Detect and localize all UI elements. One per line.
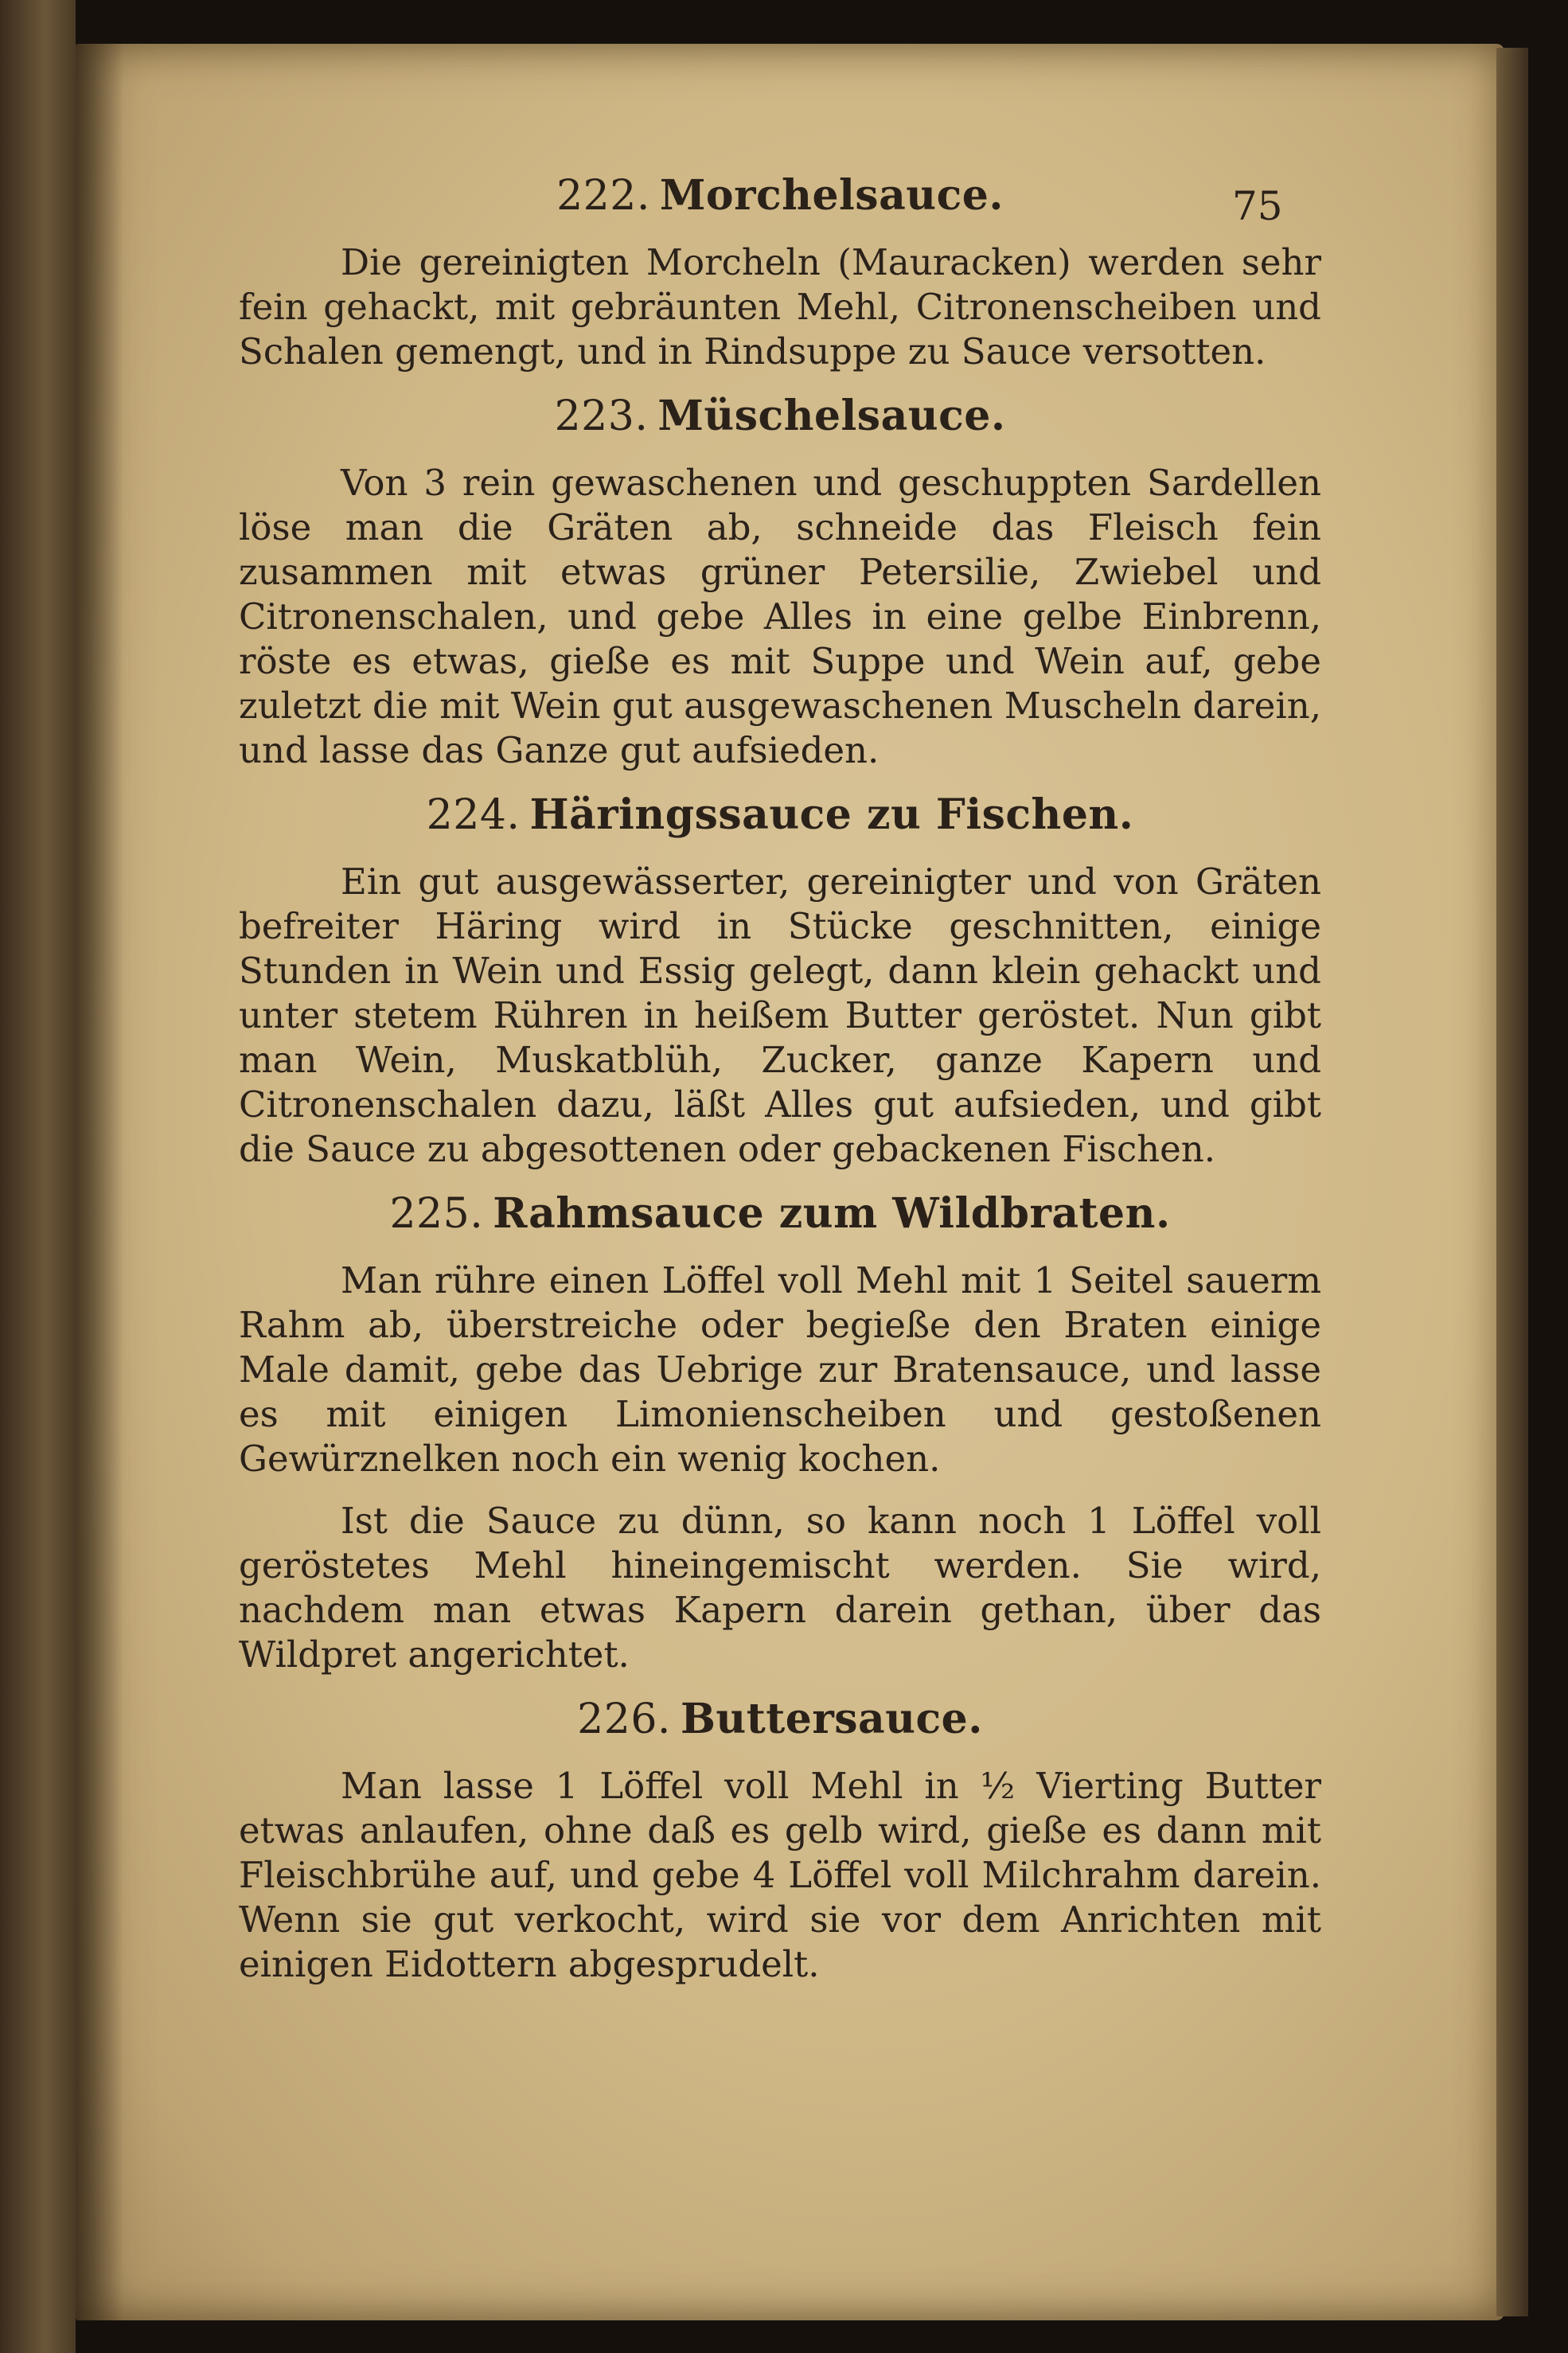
recipe-title xyxy=(239,171,1321,220)
page-content xyxy=(239,171,1321,2004)
recipe-name: Rahmsauce zum Wildbraten. xyxy=(493,1189,1171,1238)
recipe-222 xyxy=(239,171,1321,374)
recipe-paragraph: Man rühre einen Löffel voll Mehl mit 1 Seitel sauerm Rahm ab, überstreiche oder begieße den Braten einige Male damit, gebe das Uebrige zur Bratensauce, und lasse es mit einigen Limonienscheiben und gestoßenen Gewürznelken noch ein wenig kochen. xyxy=(239,1259,1321,1480)
recipe-224 xyxy=(239,790,1321,1172)
recipe-226 xyxy=(239,1695,1321,1987)
recipe-paragraph: Ein gut ausgewässerter, gereinigter und von Gräten befreiter Häring wird in Stücke geschnitten, einige Stunden in Wein und Essig gelegt, dann klein gehackt und unter stetem Rühren in heißem Butter geröstet. Nun gibt man Wein, Muskatblüh, Zucker, ganze Kapern und Citronenschalen dazu, läßt Alles gut aufsieden, und gibt die Sauce zu abgesottenen oder gebackenen Fischen. xyxy=(239,860,1321,1170)
recipe-name: Morchelsauce. xyxy=(659,171,1004,220)
recipe-number: 224. xyxy=(426,791,521,839)
recipe-title xyxy=(239,392,1321,440)
recipe-223 xyxy=(239,392,1321,773)
recipe-title xyxy=(239,1189,1321,1238)
recipe-paragraph: Ist die Sauce zu dünn, so kann noch 1 Löffel voll geröstetes Mehl hineingemischt werden. Sie wird, nachdem man etwas Kapern darein gethan, über das Wildpret angerichtet. xyxy=(239,1500,1321,1676)
page-number: 75 xyxy=(1232,183,1283,229)
recipe-number: 222. xyxy=(556,172,650,220)
recipe-number: 226. xyxy=(577,1695,671,1743)
recipe-title xyxy=(239,1695,1321,1743)
recipe-number: 223. xyxy=(554,392,649,440)
recipe-name: Häringssauce zu Fischen. xyxy=(529,790,1134,839)
recipe-paragraph: Von 3 rein gewaschenen und geschuppten Sardellen löse man die Gräten ab, schneide das Fleisch fein zusammen mit etwas grüner Petersilie, Zwiebel und Citronenschalen, und gebe Alles in eine gelbe Einbrenn, röste es etwas, gieße es mit Suppe und Wein auf, gebe zuletzt die mit Wein gut ausgewaschenen Muscheln darein, und lasse das Ganze gut aufsieden. xyxy=(239,462,1321,771)
gutter-shadow xyxy=(76,44,123,2320)
recipe-paragraph: Die gereinigten Morcheln (Mauracken) werden sehr fein gehackt, mit gebräunten Mehl, Citronenscheiben und Schalen gemengt, und in Rindsuppe zu Sauce versotten. xyxy=(239,241,1321,373)
recipe-name: Buttersauce. xyxy=(680,1695,983,1743)
recipe-name: Müschelsauce. xyxy=(657,392,1006,440)
recipe-paragraph: Man lasse 1 Löffel voll Mehl in ½ Vierting Butter etwas anlaufen, ohne daß es gelb wird, gieße es dann mit Fleischbrühe auf, und gebe 4 Löffel voll Milchrahm darein. Wenn sie gut verkocht, wird sie vor dem Anrichten mit einigen Eidottern abgesprudelt. xyxy=(239,1765,1321,1985)
previous-page-edge xyxy=(0,0,76,2353)
recipe-number: 225. xyxy=(389,1190,484,1238)
recipe-225 xyxy=(239,1189,1321,1677)
page-edge-right xyxy=(1496,48,1528,2316)
recipe-title xyxy=(239,790,1321,839)
